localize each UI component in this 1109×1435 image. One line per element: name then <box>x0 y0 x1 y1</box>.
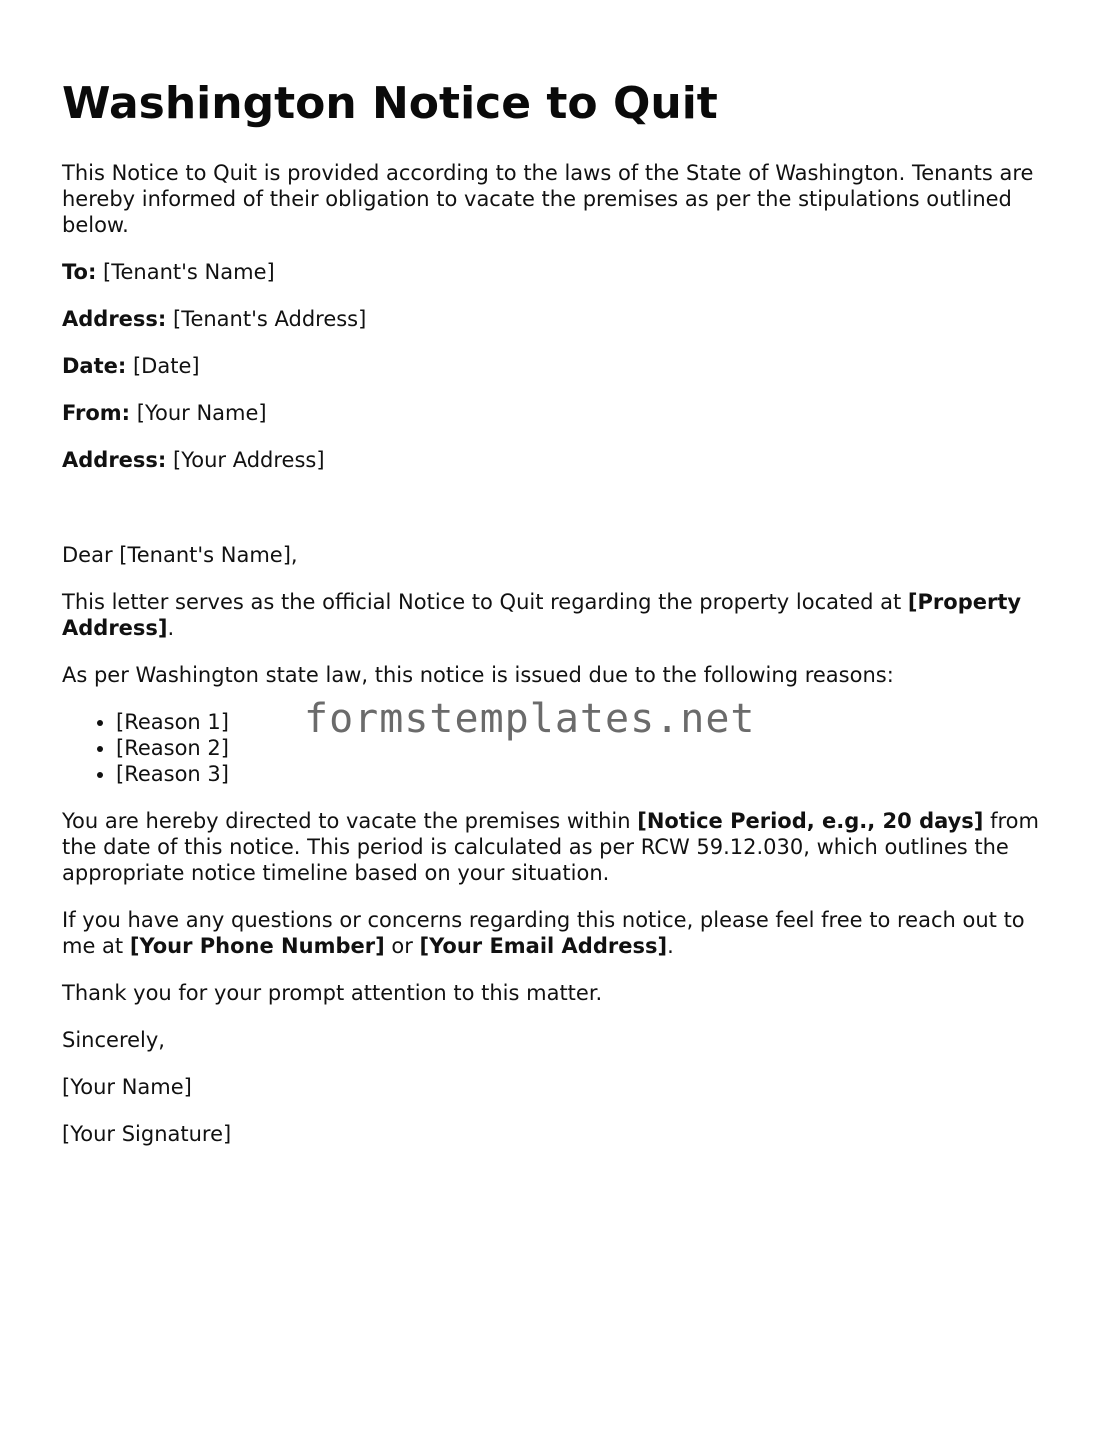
field-your-address <box>62 447 1057 473</box>
sign-name: [Your Name] <box>62 1075 192 1099</box>
watermark: formstemplates.net <box>304 696 756 742</box>
field-label: Address: <box>62 448 167 472</box>
greeting: Dear [Tenant's Name], <box>62 543 298 567</box>
thanks-paragraph: Thank you for your prompt attention to this matter. <box>62 981 603 1005</box>
signature: [Your Signature] <box>62 1122 232 1146</box>
field-label: Address: <box>62 307 167 331</box>
field-value: [Your Name] <box>130 401 267 425</box>
contact-paragraph <box>62 907 1057 959</box>
field-label: Date: <box>62 354 127 378</box>
list-item: • [Reason 3] <box>116 761 1057 787</box>
page-title: Washington Notice to Quit <box>62 78 718 129</box>
list-item: • [Reason 2] <box>116 735 1057 761</box>
section-spacer <box>62 494 1057 542</box>
field-value: [Tenant's Address] <box>166 307 367 331</box>
field-value: [Date] <box>126 354 200 378</box>
paragraph-text: or <box>384 934 420 958</box>
field-label: From: <box>62 401 131 425</box>
email-address: [Your Email Address] <box>419 934 668 958</box>
phone-number: [Your Phone Number] <box>129 934 385 958</box>
paragraph-text: If you have any questions or concerns regarding this notice, please feel free to reach out to me at <box>62 908 1025 958</box>
paragraph-end: . <box>667 934 674 958</box>
field-from <box>62 400 1057 426</box>
property-paragraph <box>62 589 1057 641</box>
field-value: [Your Address] <box>166 448 325 472</box>
paragraph-text: This letter serves as the official Notice to Quit regarding the property located at <box>62 590 908 614</box>
paragraph-text: You are hereby directed to vacate the premises within <box>62 809 638 833</box>
property-address: [Property Address] <box>62 590 1022 640</box>
field-label: To: <box>62 260 97 284</box>
notice-period-paragraph <box>62 808 1057 886</box>
field-to <box>62 259 1057 285</box>
closing: Sincerely, <box>62 1028 165 1052</box>
field-tenant-address <box>62 306 1057 332</box>
reasons-intro: As per Washington state law, this notice is issued due to the following reasons: <box>62 663 894 687</box>
list-item: • [Reason 1] <box>116 709 1057 735</box>
field-value: [Tenant's Name] <box>96 260 275 284</box>
notice-period: [Notice Period, e.g., 20 days] <box>637 809 984 833</box>
document-page <box>62 78 1057 1168</box>
field-date <box>62 353 1057 379</box>
intro-paragraph: This Notice to Quit is provided according to the laws of the State of Washington. Tenants are hereby informed of their obligation to vacate the premises as per the stipulations outlined below. <box>62 161 1034 237</box>
paragraph-end: . <box>167 616 175 640</box>
paragraph-end: from the date of this notice. This period is calculated as per RCW 59.12.030, which outlines the appropriate notice timeline based on your situation. <box>62 809 1039 885</box>
